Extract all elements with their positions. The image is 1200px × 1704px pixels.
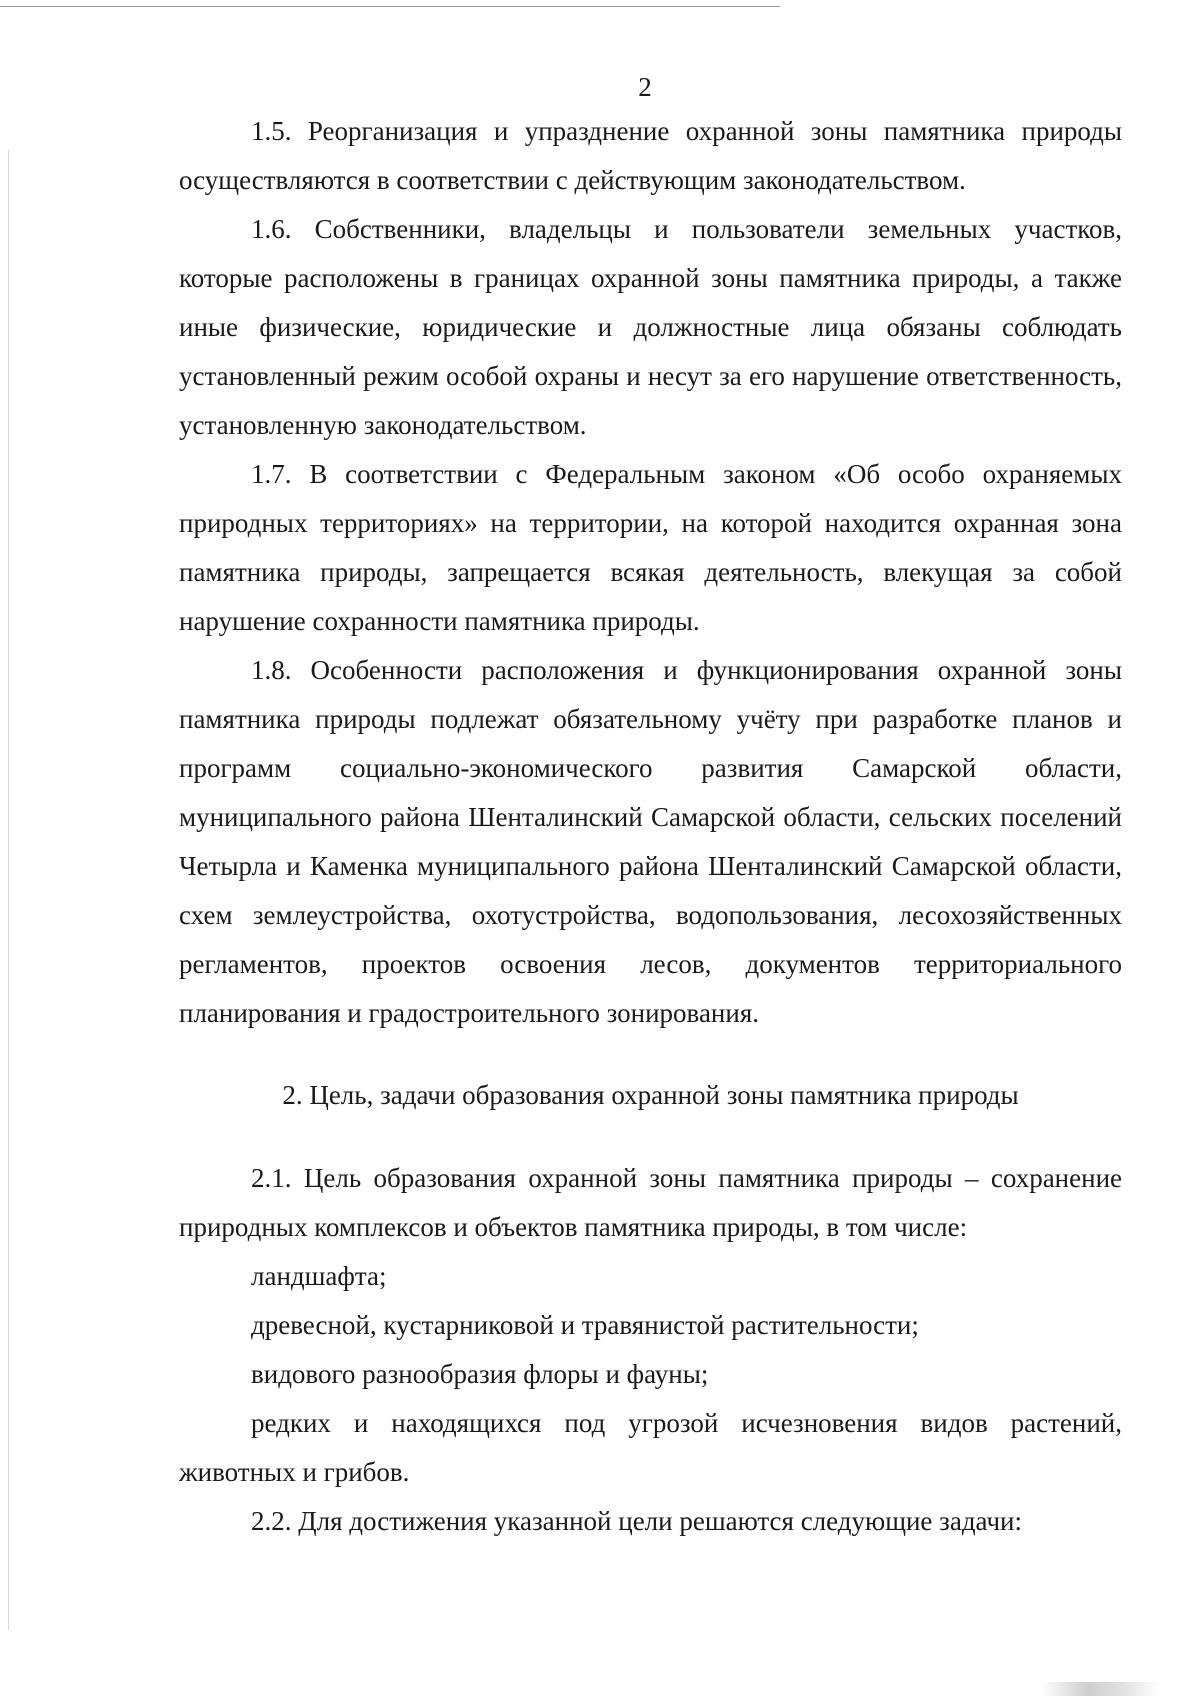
list-item-landscape: ландшафта; [251, 1261, 387, 1291]
paragraph-2-2: 2.2. Для достижения указанной цели решаются следующие задачи: [251, 1506, 1022, 1536]
paragraph-1-8: 1.8. Особенности расположения и функционирования охранной зоны памятника природы подлежат обязательному учёту при разработке планов и программ социально-экономического развития Самарской области, муниципального района Шенталинский Самарской области, сельских поселений Четырла и Каменка муниципального района Шенталинский Самарской области, схем землеустройства, охотустройства, водопользования, лесохозяйственных регламентов, проектов освоения лесов, документов территориального планирования и градостроительного зонирования. [179, 655, 1122, 1028]
paragraph-2-1: 2.1. Цель образования охранной зоны памятника природы – сохранение природных комплексов и объектов памятника природы, в том числе: [179, 1163, 1122, 1242]
paragraph-1-7: 1.7. В соответствии с Федеральным законом «Об особо охраняемых природных территориях» на территории, на которой находится охранная зона памятника природы, запрещается всякая деятельность, влекущая за собой нарушение сохранности памятника природы. [179, 459, 1122, 636]
section-heading: 2. Цель, задачи образования охранной зоны памятника природы [282, 1080, 1019, 1110]
document-body [179, 107, 1122, 1546]
scan-margin-line [8, 150, 9, 1630]
paragraph-1-6: 1.6. Собственники, владельцы и пользователи земельных участков, которые расположены в границах охранной зоны памятника природы, а также иные физические, юридические и должностные лица обязаны соблюдать установленный режим особой охраны и несут за его нарушение ответственность, установленную законодательством. [179, 214, 1122, 440]
scan-edge-line [0, 6, 780, 7]
list-item-biodiversity: видового разнообразия флоры и фауны; [251, 1359, 709, 1389]
list-item-vegetation: древесной, кустарниковой и травянистой растительности; [251, 1310, 919, 1340]
page-number: 2 [638, 72, 652, 102]
scan-smudge [1040, 1682, 1160, 1696]
list-item-rare-species: редких и находящихся под угрозой исчезновения видов растений, животных и грибов. [179, 1408, 1122, 1487]
paragraph-1-5: 1.5. Реорганизация и упразднение охранной зоны памятника природы осуществляются в соответствии с действующим законодательством. [179, 116, 1122, 195]
